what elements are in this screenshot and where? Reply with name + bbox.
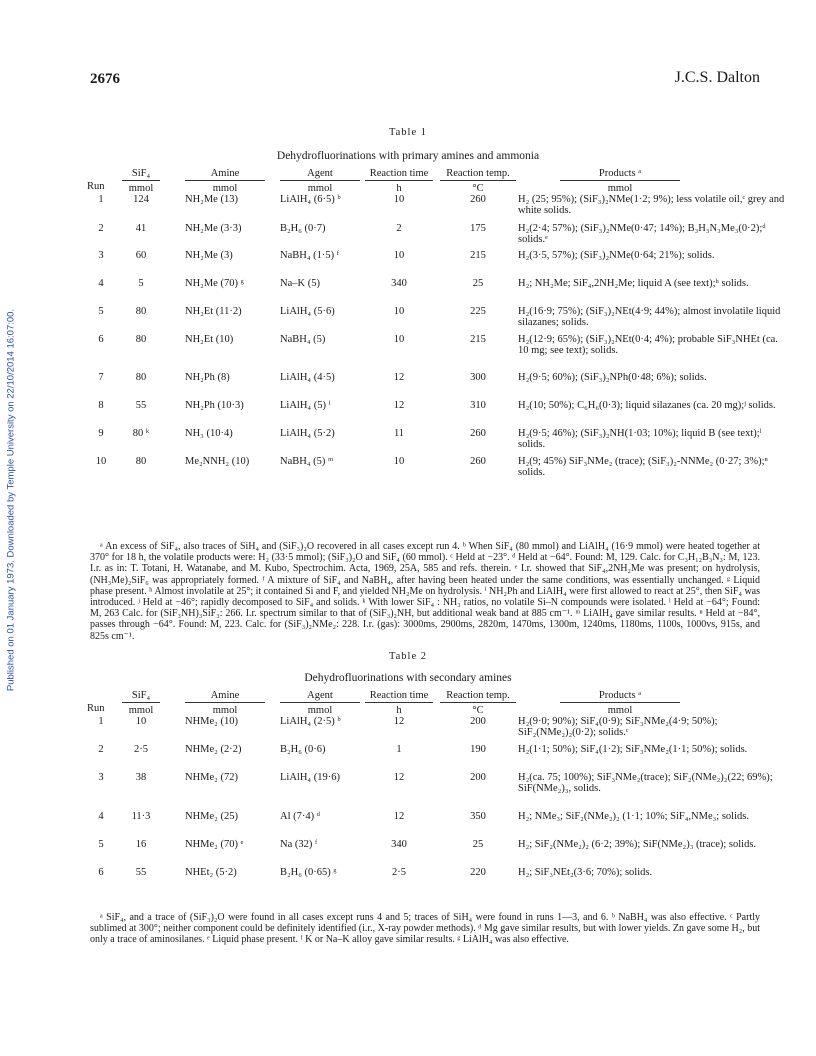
header-sif4: SiF₄ mmol xyxy=(122,690,160,716)
cell-run: 1 xyxy=(98,716,104,727)
cell-run: 6 xyxy=(98,867,104,878)
cell-run: 10 xyxy=(95,456,107,467)
cell-products: H₂(12·9; 65%); (SiF₃)₂NEt(0·4; 4%); probable SiF₃NHEt (ca. 10 mg; see text); solids. xyxy=(518,334,778,356)
cell-agent: LiAlH₄ (6·5) ᵇ xyxy=(280,194,341,205)
cell-run: 5 xyxy=(98,839,104,850)
cell-agent: B₂H₆ (0·6) xyxy=(280,744,326,755)
cell-amine: NH₃ (10·4) xyxy=(185,428,233,439)
cell-agent: Al (7·4) ᵈ xyxy=(280,811,321,822)
cell-time: 11 xyxy=(393,428,405,439)
cell-sif4: 80 ᵏ xyxy=(132,428,150,439)
cell-time: 340 xyxy=(391,278,407,289)
cell-run: 2 xyxy=(98,744,104,755)
cell-run: 5 xyxy=(98,306,104,317)
cell-time: 10 xyxy=(393,306,405,317)
cell-amine: NHMe₂ (72) xyxy=(185,772,238,783)
header-time: Reaction time h xyxy=(365,168,433,194)
cell-amine: NH₂Me (13) xyxy=(185,194,238,205)
cell-run: 4 xyxy=(98,278,104,289)
cell-products: H₂(9·5; 46%); (SiF₃)₂NH(1·03; 10%); liquid B (see text);ˡ solids. xyxy=(518,428,762,450)
cell-sif4: 11·3 xyxy=(131,811,151,822)
cell-amine: NH₂Me (3·3) xyxy=(185,223,242,234)
publication-side-note: Published on 01 January 1973. Downloaded by Temple University on 22/10/2014 16:07:00. xyxy=(5,308,17,692)
running-head: J.C.S. Dalton xyxy=(674,69,760,86)
cell-sif4: 80 xyxy=(135,306,147,317)
cell-time: 340 xyxy=(391,839,407,850)
cell-run: 1 xyxy=(98,194,104,205)
cell-agent: B₂H₆ (0·65) ᵍ xyxy=(280,867,337,878)
cell-temp: 260 xyxy=(470,194,486,205)
cell-amine: NH₂Ph (8) xyxy=(185,372,230,383)
cell-products: H₂(2·4; 57%); (SiF₃)₂NMe(0·47; 14%); B₃H₃N₃Me₃(0·2);ᵈ solids.ᵉ xyxy=(518,223,766,245)
cell-time: 12 xyxy=(393,811,405,822)
cell-temp: 25 xyxy=(472,278,484,289)
cell-agent: B₂H₆ (0·7) xyxy=(280,223,326,234)
cell-temp: 260 xyxy=(470,456,486,467)
cell-time: 12 xyxy=(393,772,405,783)
cell-time: 12 xyxy=(393,400,405,411)
cell-time: 12 xyxy=(393,716,405,727)
cell-amine: NH₂Et (11·2) xyxy=(185,306,242,317)
cell-sif4: 80 xyxy=(135,456,147,467)
cell-sif4: 16 xyxy=(135,839,147,850)
cell-time: 1 xyxy=(396,744,402,755)
cell-temp: 260 xyxy=(470,428,486,439)
cell-run: 3 xyxy=(98,772,104,783)
cell-sif4: 80 xyxy=(135,372,147,383)
cell-temp: 25 xyxy=(472,839,484,850)
cell-products: H₂; NMe₃; SiF₂(NMe₂)₂ (1·1; 10%; SiF₄,NMe₃; solids. xyxy=(518,811,749,822)
cell-time: 10 xyxy=(393,334,405,345)
cell-run: 8 xyxy=(98,400,104,411)
cell-sif4: 2·5 xyxy=(134,744,148,755)
cell-temp: 215 xyxy=(470,250,486,261)
header-run: Run xyxy=(87,181,105,192)
cell-agent: Na–K (5) xyxy=(280,278,320,289)
cell-sif4: 38 xyxy=(135,772,147,783)
cell-run: 4 xyxy=(98,811,104,822)
cell-products: H₂(9; 45%) SiF₃NMe₂ (trace); (SiF₃)₂-NNMe₂ (0·27; 3%);ⁿ solids. xyxy=(518,456,768,478)
cell-products: H₂(10; 50%); C₆H₆(0·3); liquid silazanes (ca. 20 mg);ʲ solids. xyxy=(518,400,776,411)
cell-products: H₂(9·0; 90%); SiF₄(0·9); SiF₃NMe₂(4·9; 50%); SiF₂(NMe₂)₂(0·2); solids.ᶜ xyxy=(518,716,718,738)
cell-products: H₂(9·5; 60%); (SiF₃)₂NPh(0·48; 6%); solids. xyxy=(518,372,707,383)
cell-time: 10 xyxy=(393,250,405,261)
cell-amine: NHEt₂ (5·2) xyxy=(185,867,237,878)
cell-agent: LiAlH₄ (5·2) xyxy=(280,428,335,439)
table2-caption: Table 2 xyxy=(388,651,428,662)
cell-products: H₂(3·5, 57%); (SiF₃)₂NMe(0·64; 21%); solids. xyxy=(518,250,715,261)
header-agent: Agent mmol xyxy=(280,168,360,194)
cell-agent: NaBH₄ (5) ᵐ xyxy=(280,456,334,467)
cell-temp: 215 xyxy=(470,334,486,345)
header-temp: Reaction temp. °C xyxy=(440,690,516,716)
cell-amine: NHMe₂ (2·2) xyxy=(185,744,242,755)
cell-sif4: 55 xyxy=(135,867,147,878)
table1-title: Dehydrofluorinations with primary amines and ammonia xyxy=(276,150,540,162)
cell-amine: Me₂NNH₂ (10) xyxy=(185,456,250,467)
cell-sif4: 10 xyxy=(135,716,147,727)
cell-agent: LiAlH₄ (2·5) ᵇ xyxy=(280,716,341,727)
cell-time: 10 xyxy=(393,456,405,467)
header-run: Run xyxy=(87,703,105,714)
cell-products: H₂(16·9; 75%); (SiF₃)₂NEt(4·9; 44%); almost involatile liquid silazanes; solids. xyxy=(518,306,781,328)
cell-products: H₂ (25; 95%); (SiF₃)₂NMe(1·2; 9%); less volatile oil,ᶜ grey and white solids. xyxy=(518,194,785,216)
cell-run: 2 xyxy=(98,223,104,234)
cell-run: 3 xyxy=(98,250,104,261)
cell-agent: LiAlH₄ (5) ⁱ xyxy=(280,400,331,411)
header-temp: Reaction temp. °C xyxy=(440,168,516,194)
cell-time: 10 xyxy=(393,194,405,205)
cell-temp: 190 xyxy=(470,744,486,755)
cell-temp: 300 xyxy=(470,372,486,383)
cell-amine: NH₂Me (3) xyxy=(185,250,233,261)
cell-sif4: 5 xyxy=(138,278,144,289)
cell-amine: NH₂Me (70) ᵍ xyxy=(185,278,244,289)
cell-run: 9 xyxy=(98,428,104,439)
header-sif4: SiF₄ mmol xyxy=(122,168,160,194)
cell-agent: Na (32) ᶠ xyxy=(280,839,318,850)
cell-time: 12 xyxy=(393,372,405,383)
cell-agent: LiAlH₄ (5·6) xyxy=(280,306,335,317)
cell-products: H₂(ca. 75; 100%); SiF₃NMe₂(trace); SiF₂(NMe₂)₂(22; 69%); SiF(NMe₂)₃, solids. xyxy=(518,772,773,794)
header-time: Reaction time h xyxy=(365,690,433,716)
cell-products: H₂; SiF₃NEt₂(3·6; 70%); solids. xyxy=(518,867,653,878)
cell-amine: NHMe₂ (70) ᵉ xyxy=(185,839,244,850)
header-products: Products ᵃ mmol xyxy=(560,168,680,194)
cell-products: H₂; SiF₂(NMe₂)₂ (6·2; 39%); SiF(NMe₂)₃ (trace); solids. xyxy=(518,839,757,850)
cell-temp: 350 xyxy=(470,811,486,822)
cell-amine: NHMe₂ (25) xyxy=(185,811,238,822)
cell-products: H₂; NH₂Me; SiF₄,2NH₂Me; liquid A (see text);ʰ solids. xyxy=(518,278,749,289)
cell-amine: NH₂Et (10) xyxy=(185,334,234,345)
cell-agent: NaBH₄ (5) xyxy=(280,334,326,345)
cell-run: 7 xyxy=(98,372,104,383)
cell-sif4: 55 xyxy=(135,400,147,411)
page-number: 2676 xyxy=(90,71,120,87)
cell-temp: 310 xyxy=(470,400,486,411)
cell-amine: NH₂Ph (10·3) xyxy=(185,400,244,411)
header-products: Products ᵃ mmol xyxy=(560,690,680,716)
cell-sif4: 124 xyxy=(133,194,149,205)
cell-agent: LiAlH₄ (4·5) xyxy=(280,372,335,383)
cell-temp: 200 xyxy=(470,772,486,783)
cell-time: 2 xyxy=(396,223,402,234)
cell-temp: 175 xyxy=(470,223,486,234)
table1-caption: Table 1 xyxy=(388,127,428,138)
table2-footnotes: ᵃ SiF₄, and a trace of (SiF₃)₂O were found in all cases except runs 4 and 5; traces of SiH₄ were found in runs 1—3, and 6. ᵇ NaBH₄ was also effective. ᶜ Partly sublimed at 300°; neither component could be definitely identified (i.r., X-ray powder methods). ᵈ Mg gave similar results, but with lower yields. Zn gave some H₂, but only a trace of aminosilanes. ᵉ Liquid phase present. ᶠ K or Na–K alloy gave similar results. ᵍ LiAlH₄ was also effective. xyxy=(90,912,760,946)
cell-sif4: 60 xyxy=(135,250,147,261)
cell-temp: 220 xyxy=(470,867,486,878)
cell-agent: LiAlH₄ (19·6) xyxy=(280,772,340,783)
cell-sif4: 41 xyxy=(135,223,147,234)
cell-run: 6 xyxy=(98,334,104,345)
table2-title: Dehydrofluorinations with secondary amines xyxy=(304,672,512,684)
header-amine: Amine mmol xyxy=(185,690,265,716)
cell-sif4: 80 xyxy=(135,334,147,345)
table1-footnotes: ᵃ An excess of SiF₄, also traces of SiH₄ and (SiF₃)₂O recovered in all cases except run 4. ᵇ When SiF₄ (80 mmol) and LiAlH₄ (16·9 mmol) were heated together at 370° for 18 h, the volatile products were: H₂ (33·5 mmol); (SiF₃)₂O and SiF₄ (60 mmol). ᶜ Held at −23°. ᵈ Held at −64°. Found: M, 129. Calc. for C₃H₁₂B₃N₃: M, 123. I.r. as in: T. Totani, H. Watanabe, and M. Kubo, Spectrochim. Acta, 1969, 25A, 585 and refs. therein. ᵉ I.r. showed that SiF₄,2NH₂Me was present; on hydrolysis, (NH₃Me)₂SiF₆ was appropriately formed. ᶠ A mixture of SiF₄ and NaBH₄, after having been heated under the same conditions, was essentially unchanged. ᵍ Liquid phase present. ʰ Almost involatile at 25°; it contained Si and F, and yielded NH₂Me on hydrolysis. ⁱ NH₂Ph and LiAlH₄ were first allowed to react at 25°, then SiF₄ was introduced. ʲ Held at −46°; rapidly decomposed to SiF₄ and solids. ᵏ With lower SiF₄ : NH₃ ratios, no volatile Si–N compounds were isolated. ˡ Held at −64°; Found: M, 263 Calc. for (SiF₃NH)₃SiF₃: 266. I.r. spectrum similar to that of (SiF₃)₂NH, but additional weak band at 885 cm⁻¹. ᵐ LiAlH₄ gave similar results. ⁿ Held at −84°, passes through −64°. Found: M, 223. Calc. for (SiF₃)₂NMe₂: 228. I.r. (gas): 3000ms, 2900ms, 2820m, 1470ms, 1300m, 1240ms, 1180ms, 1100s, 1000vs, 915s, and 825s cm⁻¹. xyxy=(90,541,760,642)
header-amine: Amine mmol xyxy=(185,168,265,194)
cell-amine: NHMe₂ (10) xyxy=(185,716,238,727)
cell-time: 2·5 xyxy=(392,867,406,878)
cell-temp: 200 xyxy=(470,716,486,727)
header-agent: Agent mmol xyxy=(280,690,360,716)
cell-agent: NaBH₄ (1·5) ᶠ xyxy=(280,250,339,261)
cell-temp: 225 xyxy=(470,306,486,317)
cell-products: H₂(1·1; 50%); SiF₄(1·2); SiF₃NMe₂(1·1; 50%); solids. xyxy=(518,744,748,755)
